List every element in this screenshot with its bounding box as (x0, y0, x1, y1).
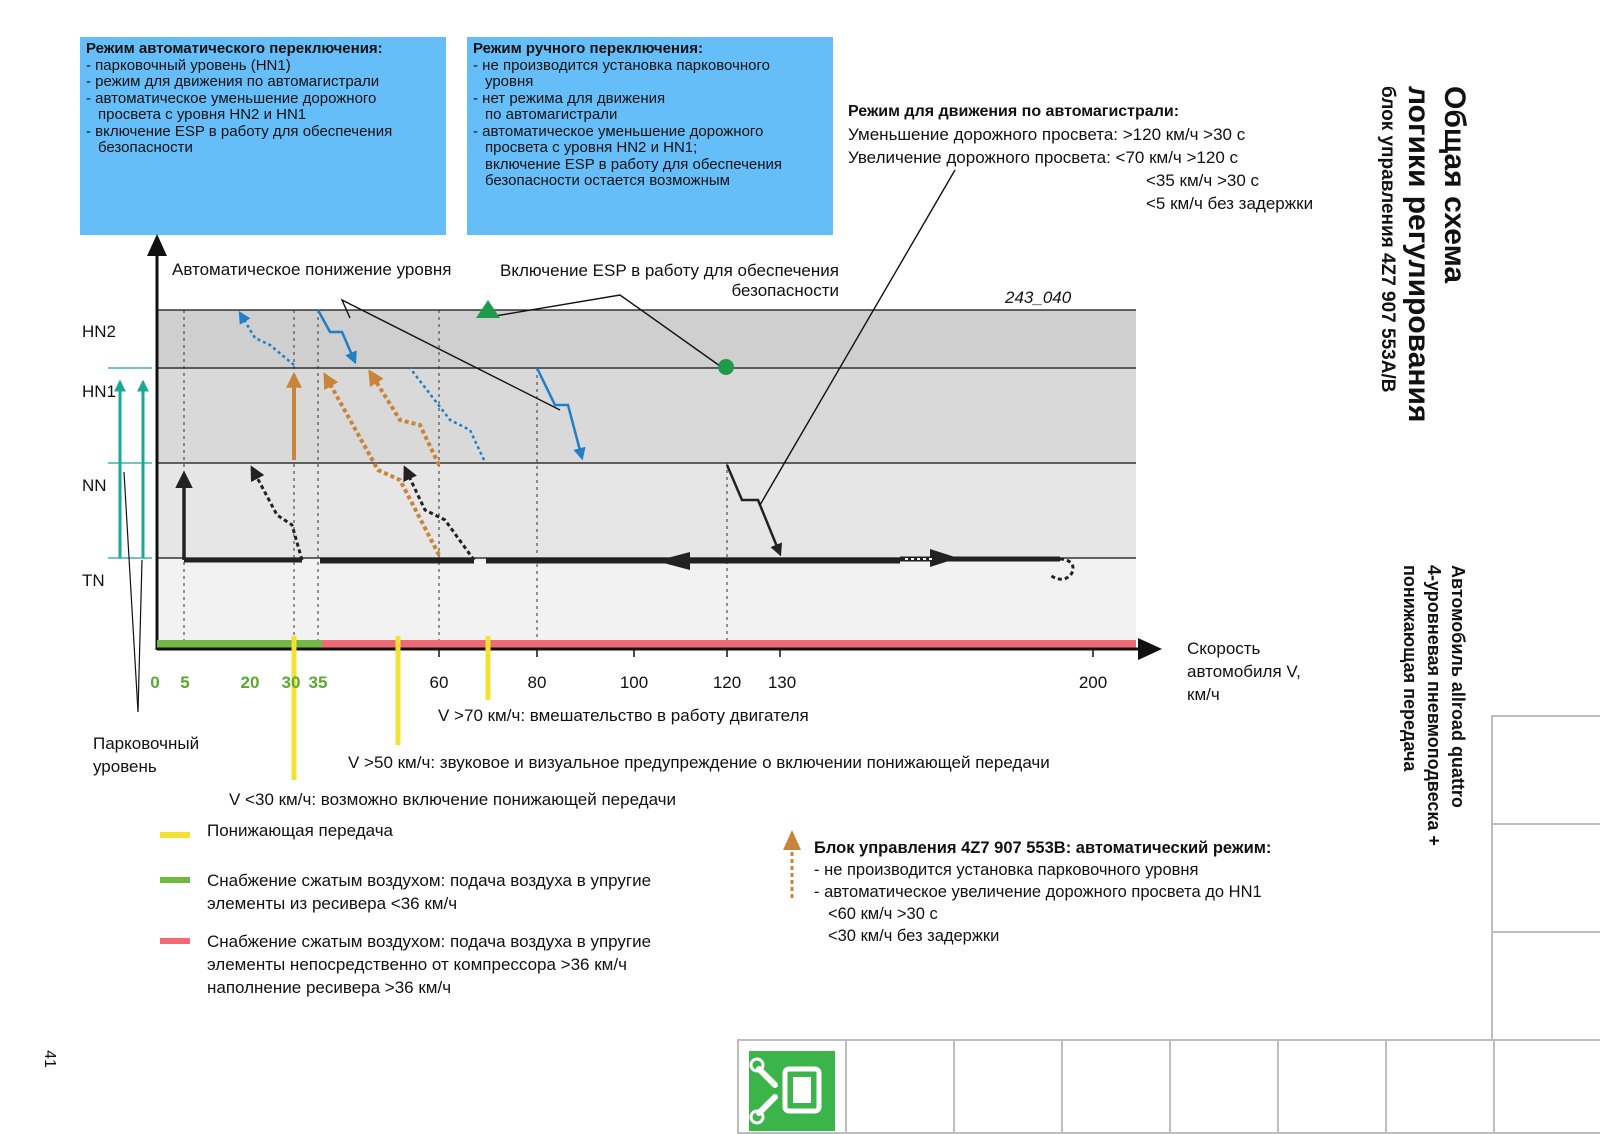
side-title-line: Общая схема (1438, 86, 1471, 284)
level-label-hn1: HN1 (82, 382, 117, 401)
x-axis-label-line: км/ч (1187, 685, 1220, 704)
level-label-tn: TN (82, 571, 105, 590)
grid-cell (953, 1039, 1063, 1134)
x-tick-label: 120 (712, 673, 742, 692)
annot-esp (500, 261, 839, 301)
highway-line: Уменьшение дорожного просвета: >120 км/ч >30 с (848, 125, 1246, 144)
service-tool-icon (749, 1051, 835, 1131)
parking-level-label (93, 732, 199, 778)
page-number: 41 (40, 1050, 58, 1068)
auto-mode-title: Режим автоматического переключения: (86, 40, 383, 57)
x-tick-label: 130 (767, 673, 797, 692)
legend-red-line: наполнение ресивера >36 км/ч (207, 978, 452, 997)
block-b-line: - не производится установка парковочного уровня (814, 861, 1199, 879)
block-b-line: - автоматическое увеличение дорожного просвета до HN1 (814, 883, 1262, 901)
legend-red-text (207, 930, 651, 999)
side-title-line: блок управления 4Z7 907 553A/B (1377, 86, 1398, 393)
manual-mode-line: - автоматическое уменьшение дорожного (473, 122, 764, 140)
auto-mode-line: - парковочный уровень (HN1) (86, 56, 291, 74)
block-b-line: <60 км/ч >30 с (828, 905, 938, 923)
grid-cell (1277, 1039, 1387, 1134)
manual-mode-line: уровня (485, 73, 534, 90)
legend-green-line: элементы из ресивера <36 км/ч (207, 894, 458, 913)
annot-esp-line2: безопасности (731, 281, 839, 300)
legend-green-line: Снабжение сжатым воздухом: подача воздуха в упругие (207, 871, 652, 890)
highway-line: Увеличение дорожного просвета: <70 км/ч >120 с (848, 148, 1239, 167)
manual-mode-line: - нет режима для движения (473, 89, 666, 107)
legend-green-text (207, 869, 651, 915)
legend-red-line: элементы непосредственно от компрессора >36 км/ч (207, 955, 627, 974)
side-subtitle-line: 4-уровневая пневмоподвеска + (1424, 565, 1444, 846)
orange-legend-arrow (780, 828, 804, 900)
auto-mode-line: - автоматическое уменьшение дорожного (86, 89, 377, 107)
manual-mode-line: просвета с уровня HN2 и HN1; (485, 139, 698, 156)
manual-mode-line: безопасности остается возможным (485, 172, 730, 189)
grid-cell (1493, 1039, 1600, 1134)
x-tick-label: 35 (308, 673, 328, 692)
x-axis-label (1187, 637, 1301, 706)
level-label-hn2: HN2 (82, 322, 117, 341)
grid-cell (1169, 1039, 1279, 1134)
block-b-line: <30 км/ч без задержки (828, 927, 1000, 945)
x-tick-label: 100 (619, 673, 649, 692)
band-nn (158, 463, 1136, 558)
manual-mode-title: Режим ручного переключения: (473, 40, 703, 57)
esp-circle (718, 359, 734, 375)
highway-title: Режим для движения по автомагистрали: (848, 103, 1180, 120)
level-label-nn: NN (82, 476, 107, 495)
air-supply-red-bar (322, 640, 1136, 648)
block-b-title: Блок управления 4Z7 907 553B: автоматический режим: (814, 839, 1272, 857)
parking-level-arrows (120, 382, 143, 558)
grid-cell (1061, 1039, 1171, 1134)
diagram-code: 243_040 (1005, 288, 1072, 307)
auto-mode-line: - режим для движения по автомагистрали (86, 73, 380, 90)
legend-green-swatch (160, 877, 190, 883)
grid-cell (1491, 823, 1600, 933)
legend-red-swatch (160, 938, 190, 944)
auto-mode-line: просвета с уровня HN2 и HN1 (98, 106, 307, 123)
block-b-note (814, 837, 1271, 947)
grid-cell (845, 1039, 955, 1134)
y-axis-arrow (147, 234, 167, 256)
manual-mode-line: - не производится установка парковочного (473, 56, 770, 74)
legend-yellow-swatch (160, 832, 190, 838)
x-tick-label: 20 (240, 673, 260, 692)
note-v50: V >50 км/ч: звуковое и визуальное предупреждение о включении понижающей передачи (348, 753, 1050, 772)
esp-triangle (476, 300, 500, 318)
annot-esp-line1: Включение ESP в работу для обеспечения (500, 261, 839, 280)
x-tick-label: 30 (281, 673, 301, 692)
parking-label-line: Парковочный (93, 734, 200, 753)
legend-red-line: Снабжение сжатым воздухом: подача воздуха в упругие (207, 932, 652, 951)
side-subtitle-line: понижающая передача (1400, 565, 1420, 772)
highway-line: <5 км/ч без задержки (1146, 194, 1314, 213)
auto-mode-line: - включение ESP в работу для обеспечения (86, 122, 393, 140)
x-tick-label: 0 (150, 673, 160, 692)
x-tick-label: 200 (1078, 673, 1108, 692)
parking-pointer-lines (124, 472, 142, 712)
grid-cell (1491, 931, 1600, 1041)
legend-yellow-text: Понижающая передача (207, 821, 394, 840)
grid-cell (1385, 1039, 1495, 1134)
highway-line: <35 км/ч >30 с (1146, 171, 1260, 190)
side-subtitle-line: Автомобиль allroad quattro (1448, 565, 1468, 808)
x-tick-label: 80 (527, 673, 547, 692)
auto-mode-line: безопасности (98, 139, 193, 156)
band-hn1 (158, 368, 1136, 463)
x-tick-label: 60 (429, 673, 449, 692)
manual-mode-line: по автомагистрали (485, 106, 618, 123)
side-title-line: логики регулирования (1402, 86, 1435, 423)
air-supply-green-bar (157, 640, 322, 648)
note-v30: V <30 км/ч: возможно включение понижающей передачи (229, 790, 677, 809)
band-tn (158, 558, 1136, 640)
x-tick-label: 5 (180, 673, 190, 692)
x-axis-arrow (1138, 638, 1162, 660)
x-axis-label-line: Скорость (1187, 639, 1261, 658)
manual-mode-line: включение ESP в работу для обеспечения (485, 155, 783, 173)
parking-label-line: уровень (93, 757, 157, 776)
annot-auto-lower: Автоматическое понижение уровня (172, 260, 452, 279)
x-axis-label-line: автомобиля V, (1187, 662, 1301, 681)
band-hn2 (158, 310, 1136, 368)
note-v70: V >70 км/ч: вмешательство в работу двигателя (438, 706, 809, 725)
grid-cell (1491, 715, 1600, 825)
